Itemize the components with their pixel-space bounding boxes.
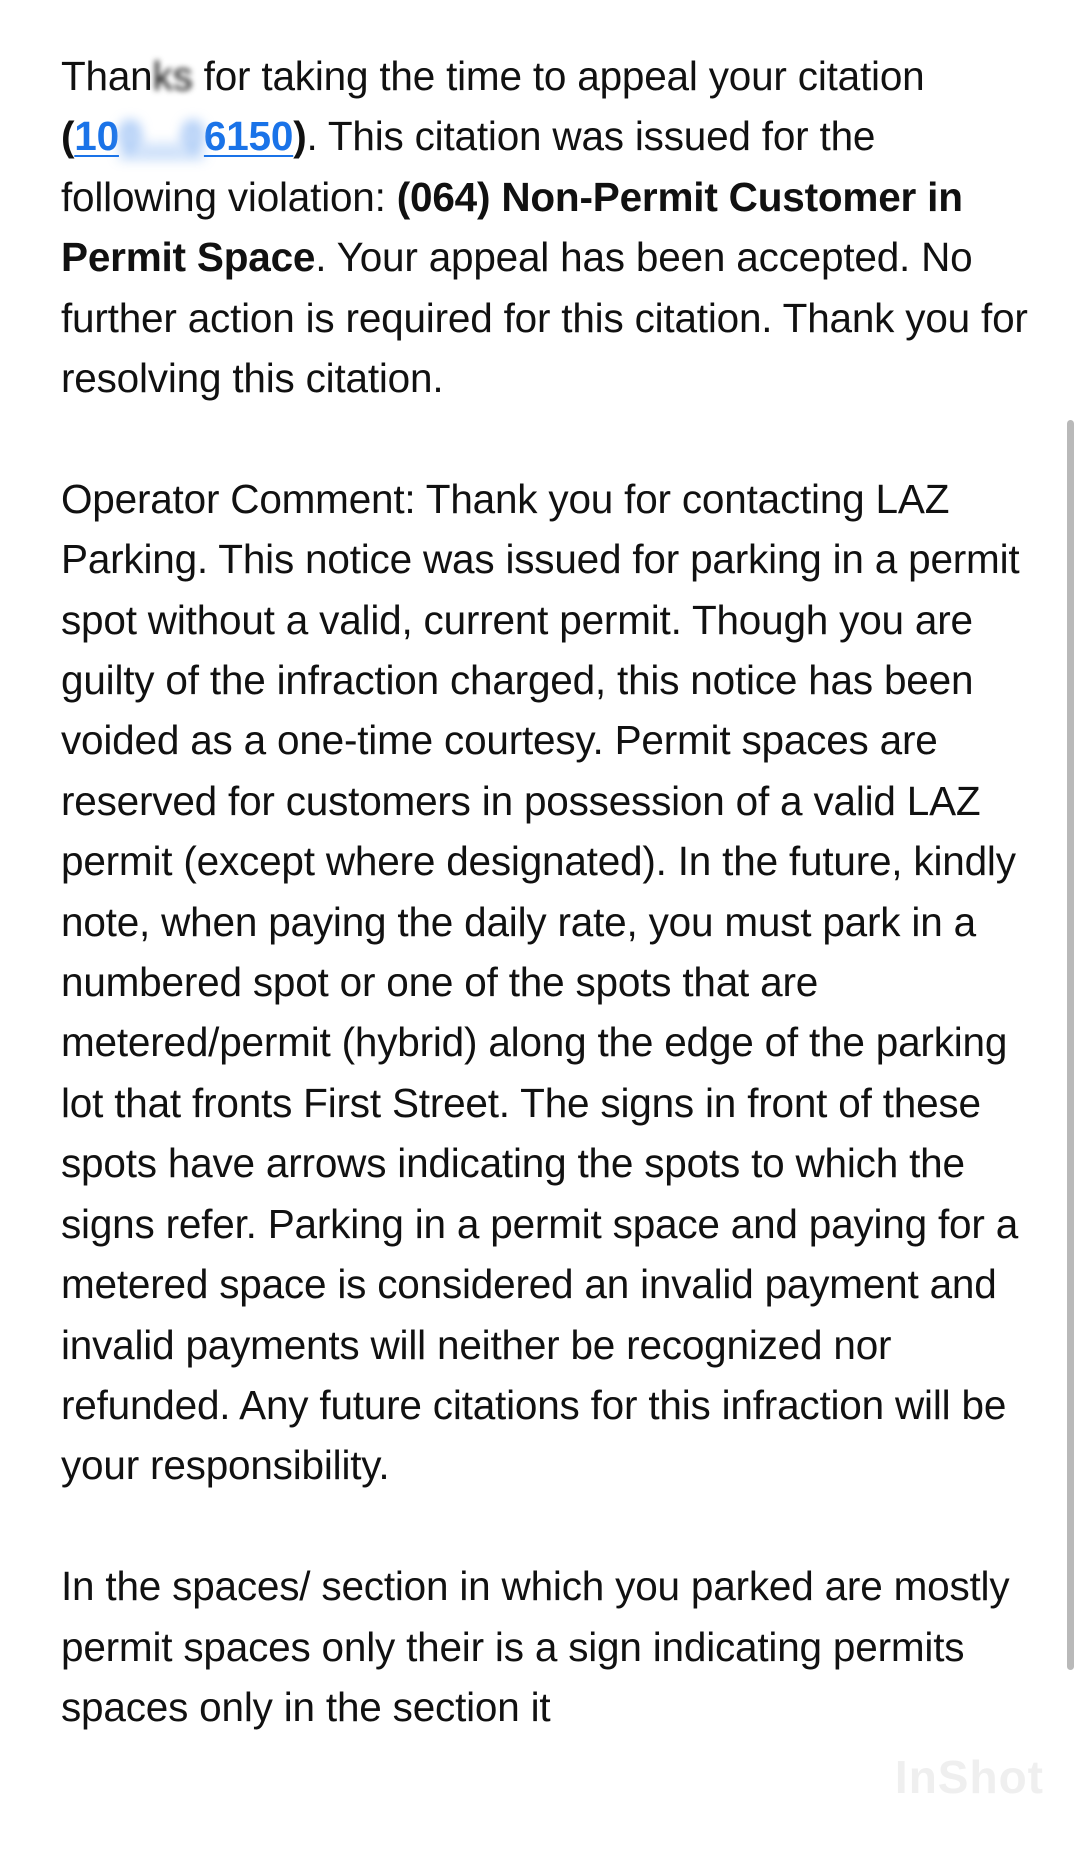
citation-paren-open: ( bbox=[61, 113, 75, 160]
citation-number-redacted: 0…0 bbox=[118, 113, 204, 160]
citation-paren-close: ) bbox=[293, 113, 307, 160]
operator-comment-paragraph: Operator Comment: Thank you for contacting LAZ Parking. This notice was issued for parking in a permit spot without a valid, current permit. Though you are guilty of the infraction charged, this notice has been voided as a one-time courtesy. Permit spaces are reserved for customers in possession of a valid LAZ permit (except where designated). In the future, kindly note, when paying the daily rate, you must park in a numbered spot or one of the spots that are metered/permit (hybrid) along the edge of the parking lot that fronts First Street. The signs in front of these spots have arrows indicating the spots to which the signs refer. Parking in a permit space and paying for a metered space is considered an invalid payment and invalid payments will neither be recognized nor refunded. Any future citations for this infraction will be your responsibility. bbox=[61, 475, 1020, 1489]
appeal-accepted-text: . Your appeal has been accepted. No further action is required for this citation. Thank you for resolving this citation. bbox=[61, 234, 1028, 402]
watermark-logo: InShot bbox=[894, 1751, 1044, 1803]
email-body bbox=[61, 46, 1031, 1798]
user-note-paragraph: In the spaces/ section in which you parked are mostly permit spaces only their is a sign indicating permits spaces only in the section it bbox=[61, 1563, 1010, 1730]
violation-description: (064) Non-Permit Customer in Permit Space bbox=[61, 173, 963, 281]
vertical-scrollbar[interactable] bbox=[1067, 420, 1074, 1670]
citation-number-end: 6150 bbox=[203, 113, 294, 160]
intro-text-end: for taking the time to appeal your citation bbox=[192, 53, 925, 99]
citation-number-start: 10 bbox=[74, 113, 119, 160]
intro-text-redacted: ks bbox=[152, 53, 193, 99]
appeal-result-paragraph bbox=[61, 46, 1031, 408]
violation-intro-text: . This citation was issued for the following violation: bbox=[61, 113, 876, 220]
intro-text-start: Than bbox=[61, 53, 153, 99]
citation-number-link[interactable] bbox=[74, 113, 293, 159]
